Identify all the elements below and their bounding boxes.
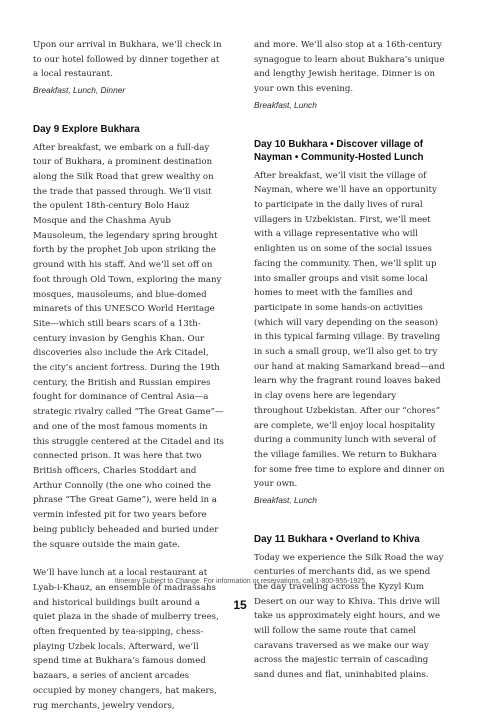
day10-heading: Day 10 Bukhara • Discover village of Nayman • Community-Hosted Lunch — [254, 138, 424, 164]
day11-paragraph: Today we experience the Silk Road the way centuries of merchants did, as we spend the day traveling across the Kyzyl Kum Desert on our way to Khiva. This drive will take us approximately eight hours, and we will follow the same route that camel caravans traversed as we make our way across the majestic terrain of cascading sand dunes and flat, uninhabited plains. — [254, 552, 444, 681]
continued-paragraph: and more. We’ll also stop at a 16th-century synagogue to learn about Bukhara’s unique and lengthy Jewish heritage. Dinner is on your own this evening. — [254, 40, 445, 95]
day10-meals: Breakfast, Lunch — [254, 495, 317, 506]
intro-meals: Breakfast, Lunch, Dinner — [33, 85, 126, 96]
continued-meals: Breakfast, Lunch — [254, 99, 317, 110]
intro-paragraph: Upon our arrival in Bukhara, we’ll check in to our hotel followed by dinner together at a local restaurant. — [33, 40, 222, 80]
day9-paragraph-1: After breakfast, we embark on a full-day tour of Bukhara, a prominent destination along the Silk Road that grew wealthy on the trade that passed through. We’ll visit the opulent 18th-century Bolo Hauz Mosque and the Chashma Ayub Mausoleum, the legendary spring brought forth by the prophet Job upon striking the ground with his staff. And we’ll set off on foot through Old Town, exploring the many mosques, mausoleums, and blue-domed minarets of this UNESCO World Heritage Site—which still bears scars of a 13th-century invasion by Genghis Khan. Our discoveries also include the Ark Citadel, the city’s ancient fortress. During the 19th century, the British and Russian empires fought for dominance of Central Asia—a strategic rivalry called “The Great Game”—and one of the most famous moments in this struggle centered at the Citadel and its connected prison. It was here that two British officers, Charles Stoddart and Arthur Connolly (the one who coined the phrase “The Great Game”), were held in a vermin infested pit for two years before being publicly beheaded and buried under the square outside the main gate. — [33, 142, 224, 550]
right-column — [254, 38, 445, 683]
page-number: 15 — [233, 598, 247, 612]
day11-heading: Day 11 Bukhara • Overland to Khiva — [254, 534, 420, 546]
day9-paragraph-2: We’ll have lunch at a local restaurant at Lyab-i-Khauz, an ensemble of madrassahs and historical buildings built around a quiet plaza in the shade of mulberry trees, often frequented by tea-sipping, chess-playing Uzbek locals. Afterward, we’ll spend time at Bukhara’s famous domed bazaars, a series of ancient arcades occupied by money changers, hat makers, rug merchants, jewelry vendors, — [33, 568, 219, 711]
day10-paragraph: After breakfast, we’ll visit the village of Nayman, where we’ll have an opportunity to participate in the daily lives of rural villagers in Uzbekistan. First, we’ll meet with a village representative who will enlighten us on some of the social issues facing the community. Then, we’ll split up into smaller groups and visit some local homes to meet with the families and participate in some hands-on activities (which will vary depending on the season) in this typical farming village. By traveling in such a small group, we’ll also get to try our hand at making Samarkand bread—and learn why the fragrant round loaves baked in clay ovens here are legendary throughout Uzbekistan. After our “chores” are complete, we’ll enjoy local hospitality during a community lunch with several of the village families. We return to Bukhara for some free time to explore and dinner on your own. — [254, 170, 445, 490]
day9-heading: Day 9 Explore Bukhara — [33, 124, 140, 136]
footer-note: Itinerary Subject to Change. For information or reservations, call 1-800-955-1925 — [114, 578, 366, 585]
